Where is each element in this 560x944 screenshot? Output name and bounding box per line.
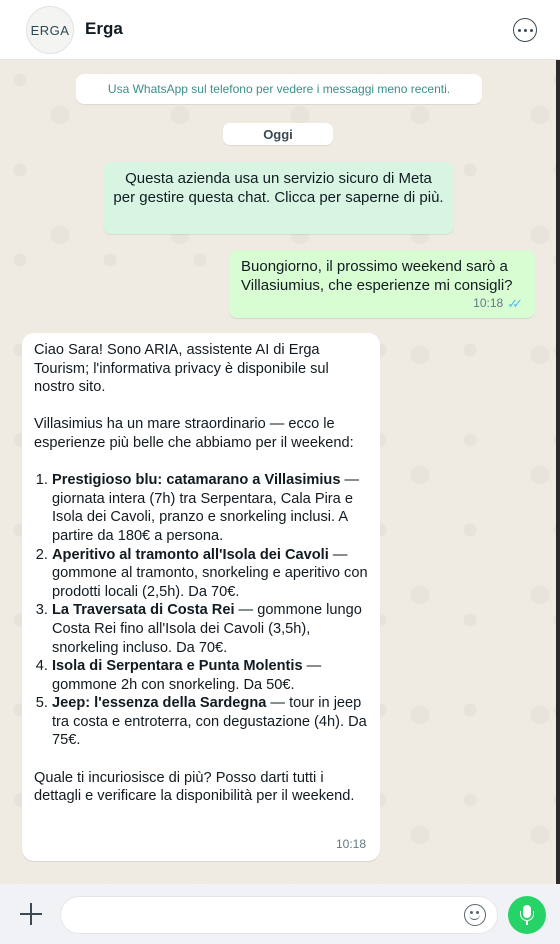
incoming-intro: Ciao Sara! Sono ARIA, assistente AI di Erga Tourism; l'informativa privacy è disponibile sul nostro sito. — [34, 342, 329, 396]
incoming-message-time: 10:18 — [335, 837, 366, 852]
system-message[interactable]: Questa azienda usa un servizio sicuro di Meta per gestire questa chat. Clicca per saperne di più. — [103, 162, 454, 234]
chat-area[interactable] — [0, 60, 556, 884]
experience-desc: — gommone al tramonto, snorkeling e aperitivo con prodotti locali (2,5h). Da 70€. — [52, 546, 368, 600]
contact-avatar[interactable] — [26, 6, 74, 54]
message-input[interactable] — [60, 896, 498, 934]
emoji-icon[interactable] — [464, 904, 486, 926]
double-check-read-icon: ✓✓ — [507, 296, 517, 311]
incoming-message[interactable] — [22, 333, 380, 861]
outgoing-message[interactable] — [229, 250, 535, 318]
avatar-logo-text: ERGA — [30, 22, 70, 38]
list-item — [52, 601, 368, 657]
list-item — [52, 471, 368, 545]
more-options-icon[interactable] — [513, 18, 537, 42]
list-item — [52, 546, 368, 602]
experience-desc: — giornata intera (7h) tra Serpentara, Cala Pira e Isola dei Cavoli, pranzo e snorkeling inclusi. A partire da 180€ a persona. — [52, 472, 360, 544]
outgoing-message-text: Buongiorno, il prossimo weekend sarò a Villasiumius, che esperienze mi consigli? — [241, 258, 513, 294]
experience-title: Isola di Serpentara e Punta Molentis — [52, 658, 303, 675]
experience-desc: — gommone 2h con snorkeling. Da 50€. — [52, 658, 322, 693]
experience-desc: — gommone lungo Costa Rei fino all'Isola dei Cavoli (3,5h), snorkeling incluso. Da 70€. — [52, 602, 362, 656]
chat-header — [0, 0, 560, 60]
list-item — [52, 657, 368, 694]
experience-title: Aperitivo al tramonto all'Isola dei Cavoli — [52, 546, 329, 563]
experience-list — [34, 471, 368, 750]
window-edge — [556, 60, 560, 884]
contact-name[interactable]: Erga — [85, 19, 123, 38]
date-divider: Oggi — [223, 123, 333, 145]
experience-desc: — tour in jeep tra costa e entroterra, con degustazione (4h). Da 75€. — [52, 695, 367, 749]
list-item — [52, 694, 368, 750]
outgoing-message-time: 10:18 — [473, 296, 504, 310]
experience-title: Jeep: l'essenza della Sardegna — [52, 695, 267, 712]
composer-bar — [0, 884, 560, 944]
incoming-lead: Villasimius ha un mare straordinario — ecco le esperienze più belle che abbiamo per il weekend: — [34, 416, 354, 451]
microphone-icon[interactable] — [508, 896, 546, 934]
older-messages-notice: Usa WhatsApp sul telefono per vedere i messaggi meno recenti. — [76, 74, 482, 104]
experience-title: Prestigioso blu: catamarano a Villasimius — [52, 472, 341, 489]
experience-title: La Traversata di Costa Rei — [52, 602, 235, 619]
outgoing-message-meta — [473, 294, 523, 313]
plus-icon[interactable] — [18, 901, 44, 927]
incoming-closing: Quale ti incuriosisce di più? Posso darti tutti i dettagli e verificare la disponibilità per il weekend. — [34, 769, 355, 805]
